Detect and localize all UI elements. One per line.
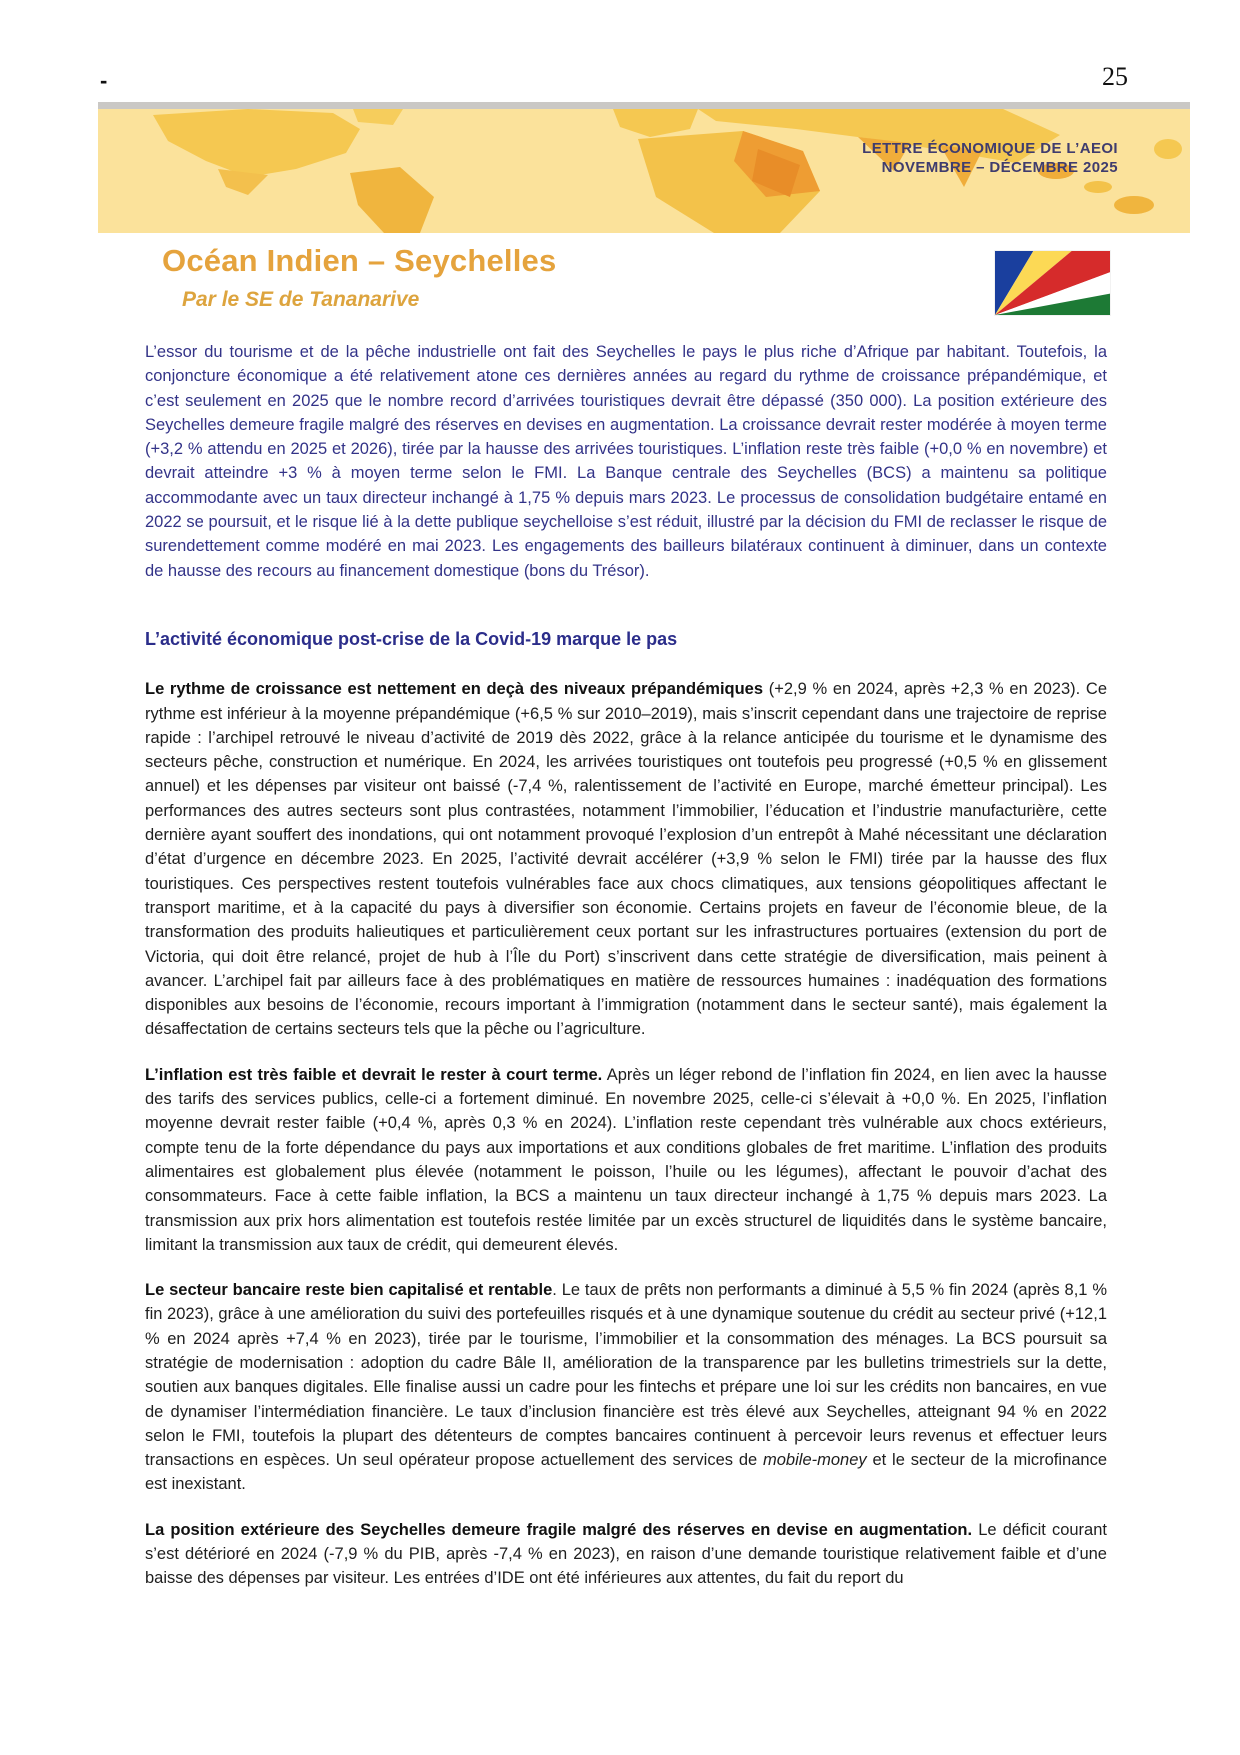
margin-dash: - (100, 68, 108, 93)
article-body (145, 340, 1107, 1612)
article-subtitle: Par le SE de Tananarive (182, 288, 420, 311)
masthead-line2: NOVEMBRE – DÉCEMBRE 2025 (881, 159, 1118, 176)
masthead-line1: LETTRE ÉCONOMIQUE DE L’AEOI (862, 140, 1118, 157)
page-number: 25 (1102, 62, 1128, 91)
paragraph-growth (145, 677, 1107, 1041)
paragraph-text: . Le taux de prêts non performants a diminué à 5,5 % fin 2024 (après 8,1 % fin 2023), grâce à une amélioration du suivi des portefeuilles risqués et à une dynamique soutenue du crédit au secteur privé (+12,1 % en 2024 après +7,4 % en 2023), tirée par le tourisme, l’immobilier et la consommation des ménages. La BCS poursuit sa stratégie de modernisation : adoption du cadre Bâle II, amélioration de la transparence par les bulletins trimestriels sur la dette, soutien aux banques digitales. Elle finalise aussi un cadre pour les fintechs et prépare une loi sur les crédits non bancaires, en vue de dynamiser l’intermédiation financière. Le taux d’inclusion financière est très élevé aux Seychelles, atteignant 94 % en 2022 selon le FMI, toutefois la plupart des détenteurs de comptes bancaires continuent à percevoir leurs revenus et effectuer leurs transactions en espèces. Un seul opérateur propose actuellement des services de (145, 1281, 1107, 1470)
section-heading: L’activité économique post-crise de la Covid-19 marque le pas (145, 628, 678, 649)
paragraph-external-position (145, 1518, 1107, 1591)
article-title: Océan Indien – Seychelles (162, 243, 557, 278)
masthead-banner (98, 102, 1190, 233)
paragraph-lead: Le secteur bancaire reste bien capitalisé et rentable (145, 1281, 553, 1300)
paragraph-lead: Le rythme de croissance est nettement en deçà des niveaux prépandémiques (145, 680, 764, 699)
seychelles-flag-icon (995, 251, 1110, 315)
paragraph-text-after: et le secteur de la microfinance est inexistant. (145, 1451, 1107, 1494)
italic-term: mobile-money (763, 1451, 867, 1470)
newsletter-masthead (862, 139, 1118, 177)
paragraph-lead: La position extérieure des Seychelles demeure fragile malgré des réserves en devise en augmentation. (145, 1520, 973, 1539)
paragraph-inflation (145, 1063, 1107, 1257)
paragraph-banking (145, 1278, 1107, 1497)
paragraph-text: (+2,9 % en 2024, après +2,3 % en 2023). Ce rythme est inférieur à la moyenne prépandémique (+6,5 % sur 2010–2019), mais s’inscrit cependant dans une trajectoire de reprise rapide : l’archipel retrouvé le niveau d’activité de 2019 dès 2022, grâce à la relance anticipée du tourisme et le dynamisme des secteurs pêche, construction et numérique. En 2024, les arrivées touristiques ont toutefois peu progressé (+0,5 % en glissement annuel) et les dépenses par visiteur ont baissé (-7,4 %, ralentissement de l’activité en Europe, marché émetteur principal). Les performances des autres secteurs sont plus contrastées, notamment l’immobilier, l’éducation et l’industrie manufacturière, cette dernière ayant souffert des inondations, qui ont notamment provoqué l’explosion d’un entrepôt à Mahé nécessitant une déclaration d’état d’urgence en décembre 2023. En 2025, l’activité devrait accélérer (+3,9 % selon le FMI) tirée par la hausse des flux touristiques. Ces perspectives restent toutefois vulnérables face aux chocs climatiques, aux tensions géopolitiques affectant le transport maritime, et à la capacité du pays à diversifier son économie. Certains projets en faveur de l’économie bleue, de la transformation des produits halieutiques et particulièrement ceux portant sur les infrastructures portuaires (extension du port de Victoria, qui doit être relancé, projet de hub à l’Île du Port) s’inscrivent dans cette stratégie de diversification, mais peinent à avancer. L’archipel fait par ailleurs face à des problématiques en matière de ressources humaines : inadéquation des formations disponibles aux besoins de l’économie, recours important à l’immigration (notamment dans le secteur santé), mais également la désaffectation de certains secteurs tels que la pêche ou l’agriculture. (145, 680, 1107, 1039)
paragraph-lead: L’inflation est très faible et devrait le rester à court terme. (145, 1065, 603, 1084)
intro-paragraph: L’essor du tourisme et de la pêche industrielle ont fait des Seychelles le pays le plus riche d’Afrique par habitant. Toutefois, la conjoncture économique a été relativement atone ces dernières années au regard du rythme de croissance prépandémique, et c’est seulement en 2025 que le nombre record d’arrivées touristiques devrait être dépassé (350 000). La position extérieure des Seychelles demeure fragile malgré des réserves en devises en augmentation. La croissance devrait rester modérée à moyen terme (+3,2 % attendu en 2025 et 2026), tirée par la hausse des arrivées touristiques. L’inflation reste très faible (+0,0 % en novembre) et devrait atteindre +3 % à moyen terme selon le FMI. La Banque centrale des Seychelles (BCS) a maintenu sa politique accommodante avec un taux directeur inchangé à 1,75 % depuis mars 2023. Le processus de consolidation budgétaire entamé en 2022 se poursuit, et le risque lié à la dette publique seychelloise s’est réduit, illustré par la décision du FMI de reclasser le risque de surendettement comme modéré en mai 2023. Les engagements des bailleurs bilatéraux continuent à diminuer, dans un contexte de hausse des recours au financement domestique (bons du Trésor). (145, 343, 1107, 580)
paragraph-text: Après un léger rebond de l’inflation fin 2024, en lien avec la hausse des tarifs des services publics, celle-ci a fortement diminué. En novembre 2025, celle-ci s’élevait à +0,0 %. En 2025, l’inflation moyenne devrait rester faible (+0,4 %, après 0,3 % en 2024). L’inflation reste cependant très vulnérable aux chocs extérieurs, compte tenu de la forte dépendance du pays aux importations et aux conditions globales de fret maritime. L’inflation des produits alimentaires est globalement plus élevée (notamment le poisson, l’huile ou les légumes), affectant le pouvoir d’achat des consommateurs. Face à cette faible inflation, la BCS a maintenu un taux directeur inchangé à 1,75 % depuis mars 2023. La transmission aux prix hors alimentation est toutefois restée limitée par un excès structurel de liquidités dans le système bancaire, limitant la transmission aux taux de crédit, qui demeurent élevés. (145, 1065, 1108, 1254)
paragraph-text: Le déficit courant s’est détérioré en 2024 (-7,9 % du PIB, après -7,4 % en 2023), en raison d’une demande touristique relativement faible et d’une baisse des dépenses par visiteur. Les entrées d’IDE ont été inférieures aux attentes, du fait du report du (145, 1520, 1107, 1588)
